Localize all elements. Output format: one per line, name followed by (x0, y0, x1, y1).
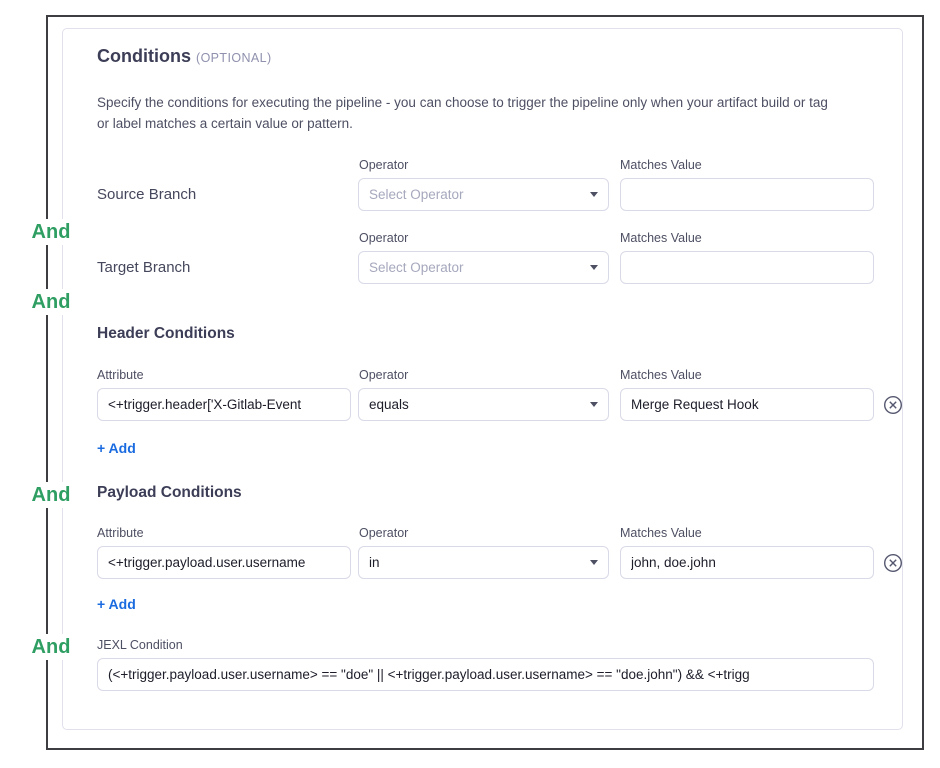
operator-selected-value: in (369, 555, 380, 570)
matches-value-column-label: Matches Value (620, 368, 702, 382)
operator-column-label: Operator (359, 368, 409, 382)
operator-column-label: Operator (359, 231, 409, 245)
header-condition-matches-value-input[interactable] (620, 388, 874, 421)
header-conditions-add-button[interactable]: + Add (97, 440, 136, 456)
chevron-down-icon (590, 560, 598, 565)
chevron-down-icon (590, 192, 598, 197)
select-operator-placeholder: Select Operator (369, 187, 464, 202)
optional-tag: (OPTIONAL) (196, 51, 272, 65)
chevron-down-icon (590, 265, 598, 270)
remove-condition-icon[interactable] (883, 395, 903, 415)
operator-column-label: Operator (359, 158, 409, 172)
chevron-down-icon (590, 402, 598, 407)
remove-condition-icon[interactable] (883, 553, 903, 573)
payload-condition-attribute-input[interactable] (97, 546, 351, 579)
jexl-condition-input[interactable] (97, 658, 874, 691)
and-connector-label: And (22, 219, 80, 245)
and-connector-label: And (22, 634, 80, 660)
header-condition-attribute-input[interactable] (97, 388, 351, 421)
conditions-description: Specify the conditions for executing the pipeline - you can choose to trigger the pipeline only when your artifact build or tag or label matches a certain value or pattern. (97, 95, 828, 131)
header-conditions-title: Header Conditions (97, 325, 235, 342)
target-branch-operator-select[interactable] (358, 251, 609, 284)
matches-value-column-label: Matches Value (620, 158, 702, 172)
conditions-title: Conditions (97, 46, 191, 66)
operator-column-label: Operator (359, 526, 409, 540)
target-branch-label: Target Branch (97, 259, 191, 276)
and-connector-label: And (22, 289, 80, 315)
payload-conditions-add-button[interactable]: + Add (97, 596, 136, 612)
select-operator-placeholder: Select Operator (369, 260, 464, 275)
page-title (97, 46, 272, 67)
source-branch-operator-select[interactable] (358, 178, 609, 211)
matches-value-column-label: Matches Value (620, 231, 702, 245)
source-branch-matches-value-input[interactable] (620, 178, 874, 211)
header-condition-operator-select[interactable] (358, 388, 609, 421)
source-branch-label: Source Branch (97, 186, 197, 203)
target-branch-matches-value-input[interactable] (620, 251, 874, 284)
attribute-column-label: Attribute (97, 526, 144, 540)
jexl-condition-label: JEXL Condition (97, 638, 183, 652)
payload-condition-matches-value-input[interactable] (620, 546, 874, 579)
payload-conditions-title: Payload Conditions (97, 484, 242, 501)
attribute-column-label: Attribute (97, 368, 144, 382)
matches-value-column-label: Matches Value (620, 526, 702, 540)
operator-selected-value: equals (369, 397, 409, 412)
payload-condition-operator-select[interactable] (358, 546, 609, 579)
and-connector-label: And (22, 482, 80, 508)
